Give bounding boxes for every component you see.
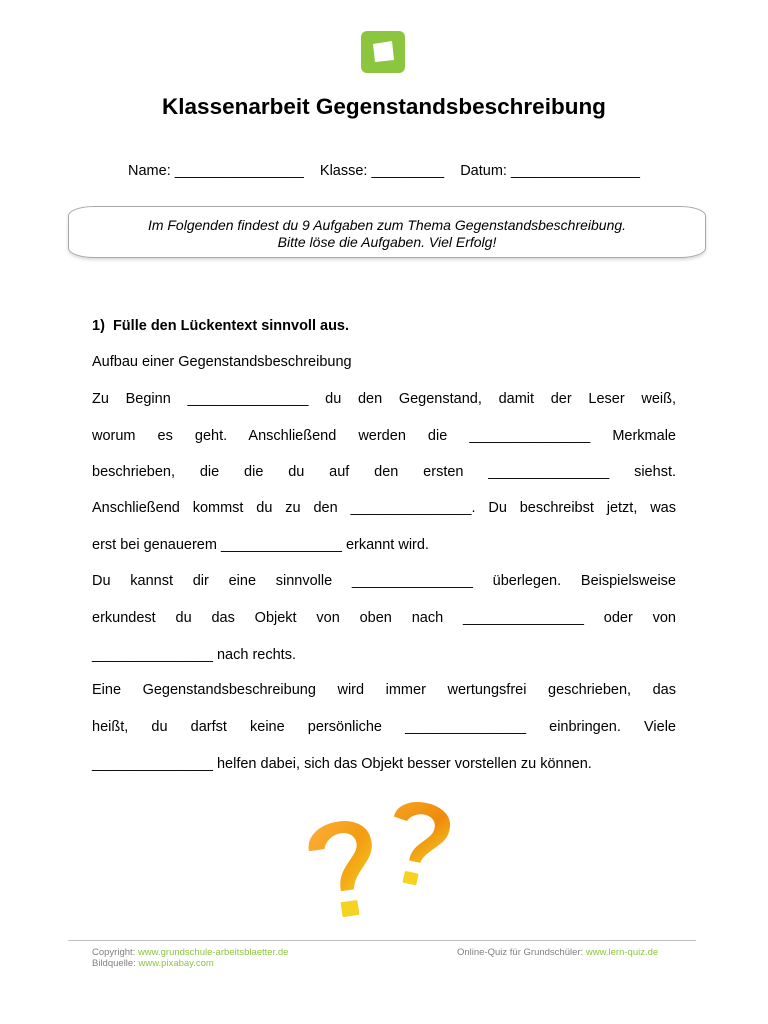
intro-line-2: Bitte löse die Aufgaben. Viel Erfolg! — [277, 234, 497, 250]
cloze-line[interactable]: worum es geht. Anschließend werden die _______________ Merkmale — [92, 428, 676, 444]
cloze-line[interactable]: erkundest du das Objekt von oben nach _______________ oder von — [92, 610, 676, 626]
task-1-heading: 1) Fülle den Lückentext sinnvoll aus. — [92, 318, 350, 334]
intro-line-1: Im Folgenden findest du 9 Aufgaben zum Thema Gegenstandsbeschreibung. — [147, 217, 627, 233]
cloze-line[interactable]: _______________ helfen dabei, sich das Objekt besser vorstellen zu können. — [92, 756, 592, 772]
copyright-link[interactable]: www.grundschule-arbeitsblaetter.de — [137, 947, 289, 958]
footer-left — [92, 947, 288, 969]
student-fields — [0, 163, 768, 179]
task-1-subheading: Aufbau einer Gegenstandsbeschreibung — [92, 354, 352, 370]
cloze-line[interactable]: Anschließend kommst du zu den _______________. Du beschreibst jetzt, was — [92, 500, 676, 516]
footer-divider — [68, 940, 696, 941]
cloze-line[interactable]: Zu Beginn _______________ du den Gegenstand, damit der Leser weiß, — [92, 391, 676, 407]
page-title: Klassenarbeit Gegenstandsbeschreibung — [162, 94, 606, 119]
cloze-line[interactable]: beschrieben, die die du auf den ersten _______________ siehst. — [92, 464, 676, 480]
class-field[interactable]: Klasse: _________ — [319, 163, 445, 179]
image-source-link[interactable]: www.pixabay.com — [138, 958, 214, 969]
cloze-line[interactable]: Eine Gegenstandsbeschreibung wird immer wertungsfrei geschrieben, das — [92, 682, 676, 698]
cloze-line[interactable]: erst bei genauerem _______________ erkannt wird. — [92, 537, 429, 553]
cloze-line[interactable]: Du kannst dir eine sinnvolle _______________ überlegen. Beispielsweise — [92, 573, 676, 589]
image-source-label: Bildquelle: — [92, 958, 139, 969]
quiz-label: Online-Quiz für Grundschüler: — [457, 947, 586, 958]
copyright-label: Copyright: — [92, 947, 138, 958]
intro-box — [68, 206, 706, 258]
cloze-line[interactable]: heißt, du darfst keine persönliche _______________ einbringen. Viele — [92, 719, 676, 735]
question-marks-icon — [296, 796, 466, 937]
cloze-line[interactable]: _______________ nach rechts. — [92, 647, 296, 663]
date-field[interactable]: Datum: ________________ — [460, 163, 640, 179]
quiz-link[interactable]: www.lern-quiz.de — [585, 947, 659, 958]
footer-right — [457, 947, 658, 958]
logo-icon — [361, 31, 405, 73]
name-field[interactable]: Name: ________________ — [128, 163, 304, 179]
